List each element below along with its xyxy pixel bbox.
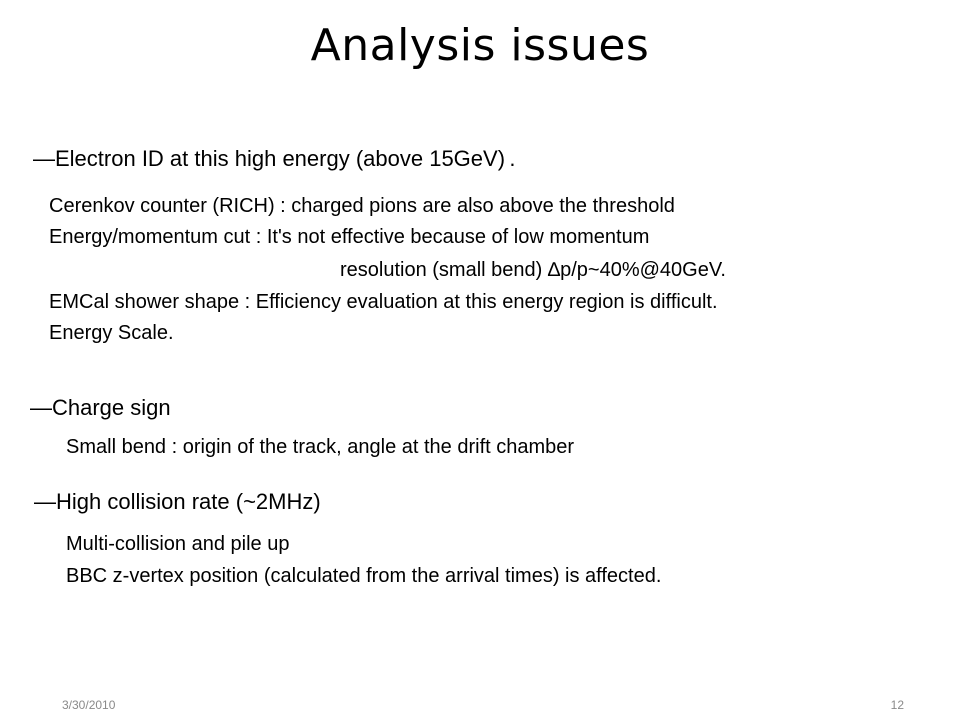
collision-rate-line-bbc: BBC z-vertex position (calculated from the arrival times) is affected. [66,565,662,587]
electron-id-line-resolution: resolution (small bend) ∆p/p~40%@40GeV. [340,259,726,281]
collision-rate-line-pileup: Multi-collision and pile up [66,533,290,555]
footer-page-number: 12 [890,698,904,712]
collision-rate-heading: ―High collision rate (~2MHz) [34,489,321,514]
charge-sign-line-small-bend: Small bend : origin of the track, angle at the drift chamber [66,436,575,458]
electron-id-line-energy-scale: Energy Scale. [49,322,174,344]
electron-id-heading: ―Electron ID at this high energy (above 15GeV) . [33,146,516,171]
charge-sign-heading: ―Charge sign [30,395,171,420]
footer-date: 3/30/2010 [62,698,116,712]
electron-id-line-emcal: EMCal shower shape : Efficiency evaluation at this energy region is difficult. [49,291,718,313]
electron-id-line-energy-momentum: Energy/momentum cut : It's not effective because of low momentum [49,226,650,248]
electron-id-line-rich: Cerenkov counter (RICH) : charged pions are also above the threshold [49,195,675,217]
slide-title: Analysis issues [310,20,650,71]
